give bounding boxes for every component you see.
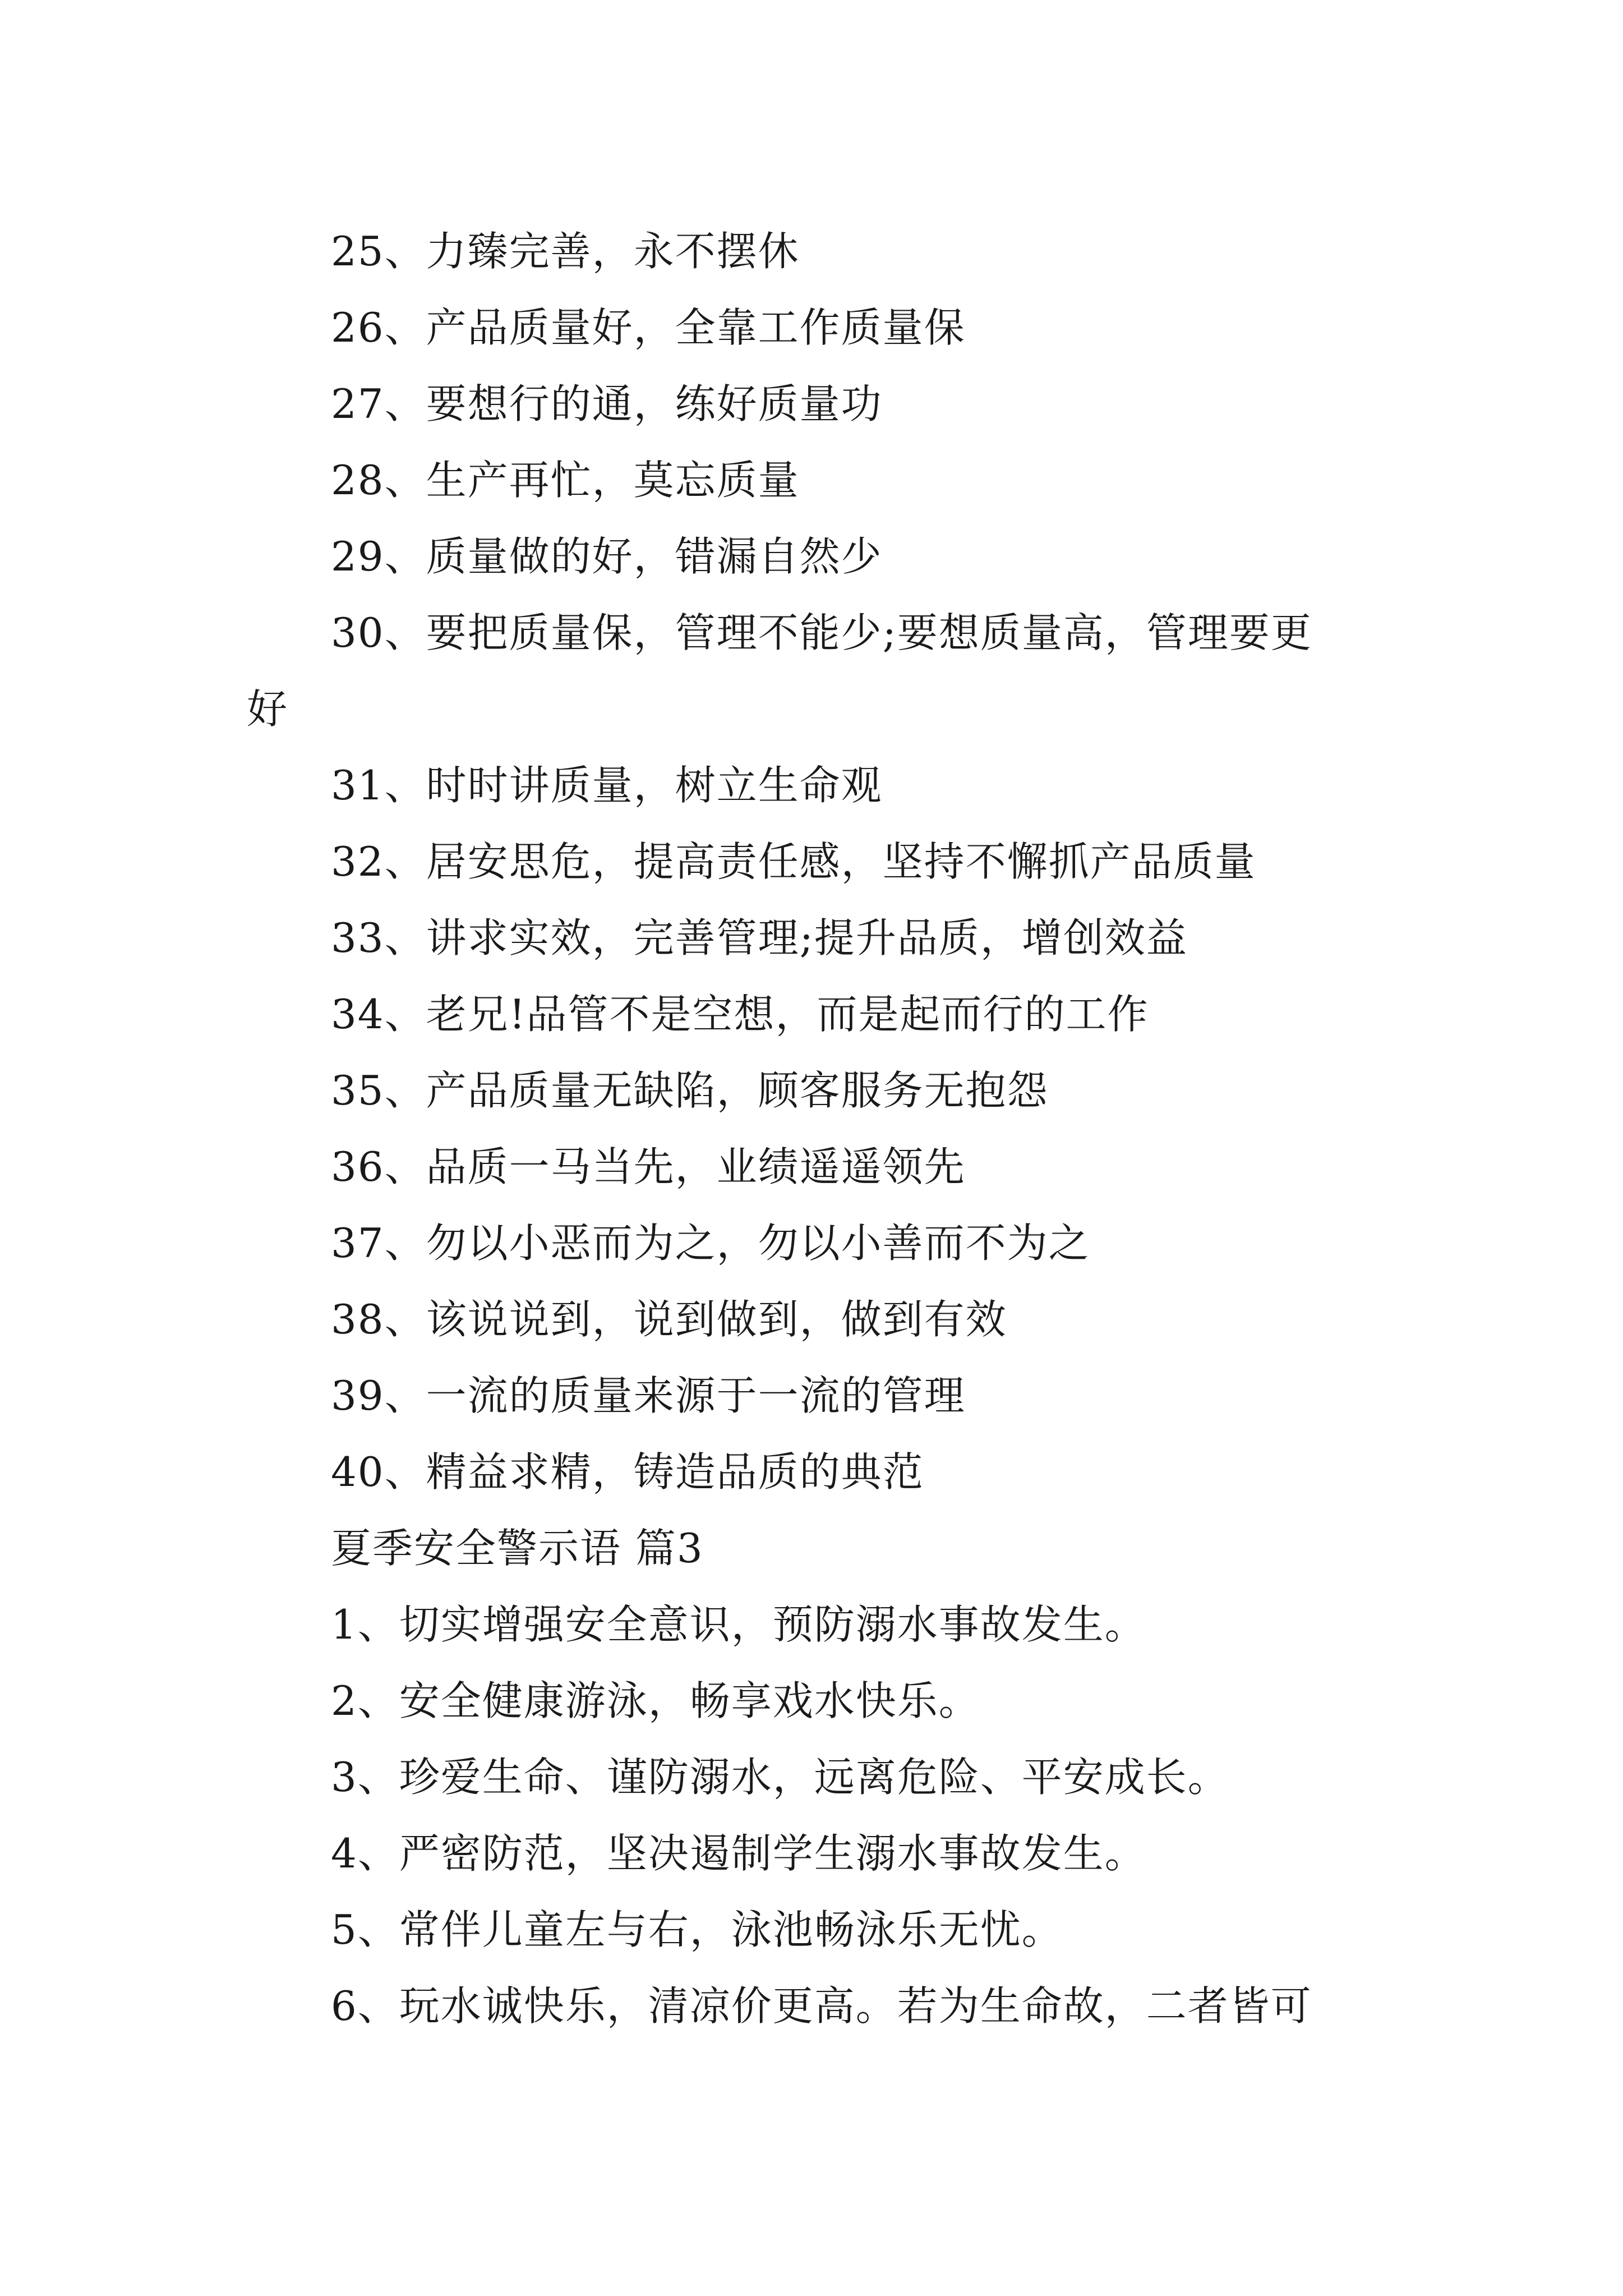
slogan-line-30-continued: 好 [247, 685, 289, 733]
safety-line-5: 5、常伴儿童左与右，泳池畅泳乐无忧。 [331, 1906, 1063, 1953]
slogan-line-39: 39、一流的质量来源于一流的管理 [331, 1372, 966, 1419]
slogan-line-26: 26、产品质量好，全靠工作质量保 [331, 304, 966, 351]
slogan-line-37: 37、勿以小恶而为之，勿以小善而不为之 [331, 1220, 1090, 1267]
slogan-line-34: 34、老兄!品管不是空想，而是起而行的工作 [331, 991, 1149, 1038]
safety-line-1: 1、切实增强安全意识，预防溺水事故发生。 [331, 1601, 1146, 1648]
slogan-line-38: 38、该说说到，说到做到，做到有效 [331, 1296, 1007, 1343]
safety-line-4: 4、严密防范，坚决遏制学生溺水事故发生。 [331, 1830, 1146, 1877]
slogan-line-25: 25、力臻完善，永不摆休 [331, 228, 800, 275]
slogan-line-27: 27、要想行的通，练好质量功 [331, 380, 883, 427]
slogan-line-36: 36、品质一马当先，业绩遥遥领先 [331, 1143, 966, 1190]
slogan-line-40: 40、精益求精，铸造品质的典范 [331, 1448, 924, 1496]
document-body [247, 213, 1396, 2044]
safety-line-2: 2、安全健康游泳，畅享戏水快乐。 [331, 1677, 980, 1724]
slogan-line-28: 28、生产再忙，莫忘质量 [331, 457, 800, 504]
slogan-line-31: 31、时时讲质量，树立生命观 [331, 762, 883, 809]
section-heading: 夏季安全警示语 篇3 [331, 1525, 704, 1572]
slogan-line-32: 32、居安思危，提高责任感，坚持不懈抓产品质量 [331, 838, 1256, 885]
slogan-line-30: 30、要把质量保，管理不能少;要想质量高，管理要更 [331, 609, 1312, 656]
slogan-line-29: 29、质量做的好，错漏自然少 [331, 533, 883, 580]
slogan-line-33: 33、讲求实效，完善管理;提升品质，增创效益 [331, 914, 1188, 961]
slogan-line-35: 35、产品质量无缺陷，顾客服务无抱怨 [331, 1067, 1049, 1114]
safety-line-6: 6、玩水诚快乐，清凉价更高。若为生命故，二者皆可 [331, 1982, 1312, 2030]
safety-line-3: 3、珍爱生命、谨防溺水，远离危险、平安成长。 [331, 1754, 1229, 1801]
